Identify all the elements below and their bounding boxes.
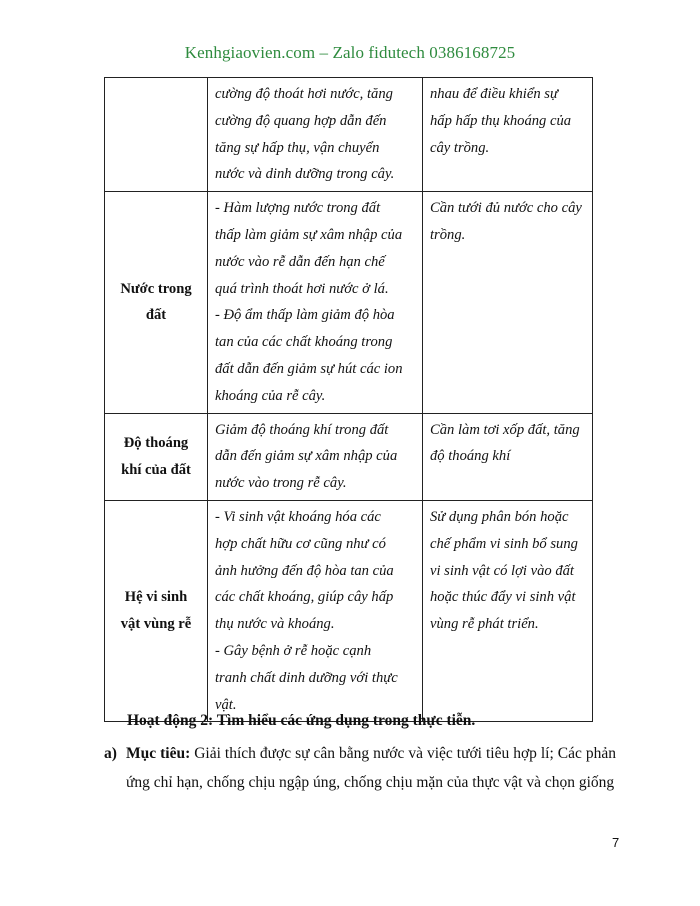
measure-line: Cần làm tơi xốp đất, tăng bbox=[430, 421, 580, 438]
effect-line: quá trình thoát hơi nước ở lá. bbox=[215, 280, 389, 297]
measure-line: Sử dụng phân bón hoặc bbox=[430, 508, 569, 525]
factor-table-body bbox=[105, 78, 593, 722]
page-number: 7 bbox=[612, 835, 620, 850]
effect-line: đất dẫn đến giảm sự hút các ion bbox=[215, 360, 403, 377]
effect-line: vật. bbox=[215, 696, 237, 713]
factor-table bbox=[104, 77, 593, 722]
effect-line: nước vào rễ dẫn đến hạn chế bbox=[215, 253, 385, 270]
objective-text: Giải thích được sự cân bằng nước và việc tưới tiêu hợp lí; Các phản ứng chỉ hạn, chống chịu ngập úng, chống chịu mặn của thực vật và chọn giống bbox=[126, 745, 616, 791]
measure-line: nhau để điều khiển sự bbox=[430, 86, 558, 102]
effect-line: tan của các chất khoáng trong bbox=[215, 334, 393, 351]
activity-title: Hoạt động 2: Tìm hiểu các ứng dụng trong thực tiễn. bbox=[127, 712, 476, 729]
factor-cell: Hệ vi sinh vật vùng rễ bbox=[105, 500, 208, 721]
measure-line: chế phẩm vi sinh bổ sung bbox=[430, 535, 578, 552]
measure-line: Cần tưới đủ nước cho cây bbox=[430, 200, 582, 217]
effect-line: hợp chất hữu cơ cũng như có bbox=[215, 535, 386, 552]
effect-line: cường độ thoát hơi nước, tăng bbox=[215, 86, 393, 102]
effect-line: - Vi sinh vật khoáng hóa các bbox=[215, 508, 381, 525]
measure-cell bbox=[423, 413, 593, 500]
effect-line: khoáng của rễ cây. bbox=[215, 387, 326, 404]
effect-cell bbox=[208, 413, 423, 500]
effect-line: - Gây bệnh ở rễ hoặc cạnh bbox=[215, 642, 372, 659]
effect-line: - Độ ẩm thấp làm giảm độ hòa bbox=[215, 307, 395, 324]
measure-line: vùng rễ phát triển. bbox=[430, 616, 539, 633]
effect-line: các chất khoáng, giúp cây hấp bbox=[215, 589, 394, 606]
effect-line: nước vào trong rễ cây. bbox=[215, 475, 347, 492]
effect-cell bbox=[208, 500, 423, 721]
factor-cell bbox=[105, 78, 208, 192]
table-row bbox=[105, 78, 593, 192]
effect-line: nước và dinh dưỡng trong cây. bbox=[215, 166, 395, 183]
list-marker: a) bbox=[104, 745, 117, 762]
factor-cell: Độ thoáng khí của đất bbox=[105, 413, 208, 500]
page-header: Kenhgiaovien.com – Zalo fidutech 0386168725 bbox=[184, 43, 516, 62]
measure-line: hấp hấp thụ khoáng của bbox=[430, 112, 572, 129]
effect-line: - Hàm lượng nước trong đất bbox=[215, 200, 381, 217]
measure-line: trồng. bbox=[430, 226, 466, 243]
table-row bbox=[105, 413, 593, 500]
objective-body bbox=[104, 740, 616, 797]
factor-cell: Nước trong đất bbox=[105, 192, 208, 413]
measure-line: cây trồng. bbox=[430, 139, 490, 156]
effect-line: tranh chất dinh dưỡng với thực bbox=[215, 669, 398, 686]
effect-line: thụ nước và khoáng. bbox=[215, 616, 335, 633]
table-row bbox=[105, 500, 593, 721]
measure-cell bbox=[423, 78, 593, 192]
measure-line: độ thoáng khí bbox=[430, 448, 511, 465]
objective-paragraph bbox=[104, 740, 616, 797]
effect-line: dẫn đến giảm sự xâm nhập của bbox=[215, 448, 398, 465]
objective-lead: Mục tiêu: bbox=[126, 745, 191, 762]
measure-cell bbox=[423, 192, 593, 413]
effect-line: cường độ quang hợp dẫn đến bbox=[215, 112, 387, 129]
effect-cell bbox=[208, 78, 423, 192]
effect-line: Giảm độ thoáng khí trong đất bbox=[215, 421, 389, 438]
measure-cell bbox=[423, 500, 593, 721]
effect-line: thấp làm giảm sự xâm nhập của bbox=[215, 226, 403, 243]
effect-line: ảnh hưởng đến độ hòa tan của bbox=[215, 562, 394, 579]
measure-line: hoặc thúc đẩy vi sinh vật bbox=[430, 589, 576, 606]
measure-line: vi sinh vật có lợi vào đất bbox=[430, 562, 574, 579]
effect-line: tăng sự hấp thụ, vận chuyển bbox=[215, 139, 380, 156]
table-row bbox=[105, 192, 593, 413]
effect-cell bbox=[208, 192, 423, 413]
